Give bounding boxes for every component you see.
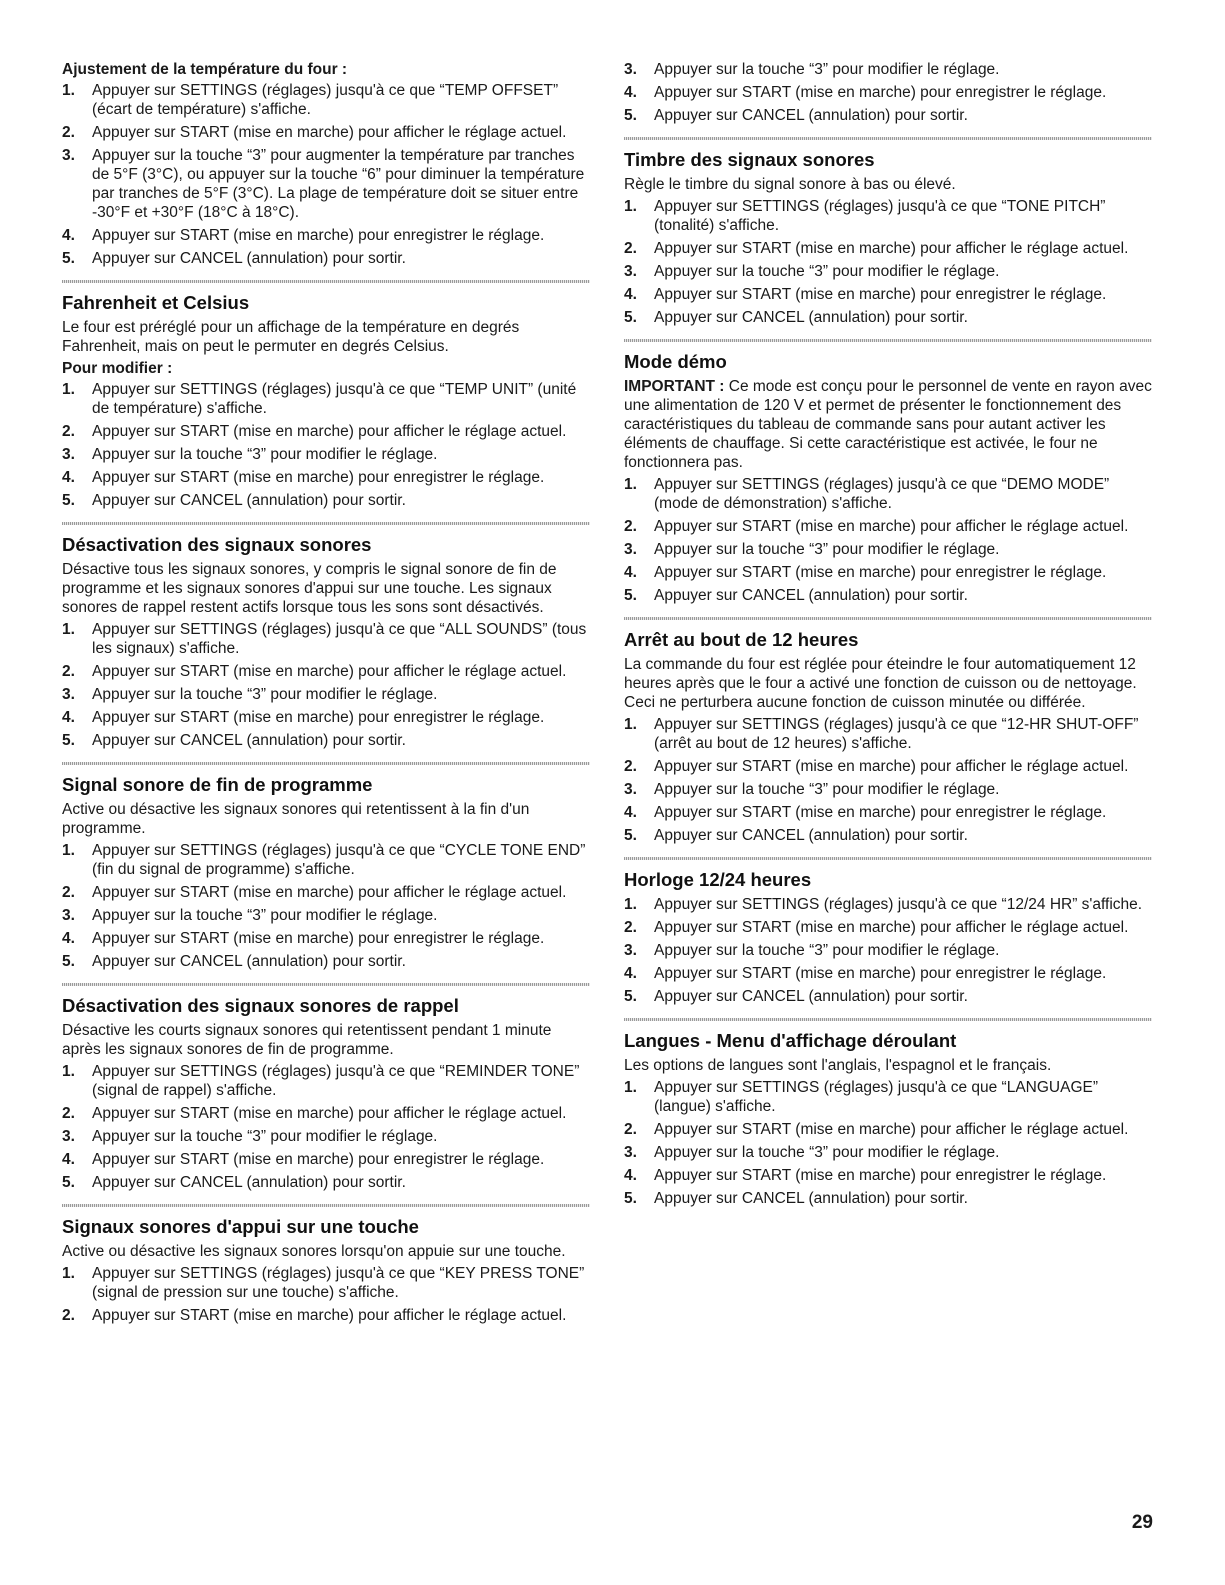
- section-divider: [624, 137, 1152, 140]
- step-text: Appuyer sur SETTINGS (réglages) jusqu'à ce que “REMINDER TONE” (signal de rappel) s'affiche.: [92, 1063, 580, 1099]
- step-text: Appuyer sur START (mise en marche) pour afficher le réglage actuel.: [92, 1307, 567, 1324]
- step-item: [624, 715, 1152, 753]
- section-horloge-12-24-heures: [624, 869, 1152, 1006]
- section-subheading: Pour modifier :: [62, 360, 173, 377]
- step-number: 3.: [624, 61, 637, 78]
- step-item: [62, 1150, 590, 1169]
- step-text: Appuyer sur la touche “3” pour modifier le réglage.: [654, 61, 1000, 78]
- step-text: Appuyer sur START (mise en marche) pour afficher le réglage actuel.: [654, 758, 1129, 775]
- step-item: [62, 620, 590, 658]
- step-item: [624, 586, 1152, 605]
- step-number: 1.: [624, 896, 637, 913]
- section-divider: [624, 617, 1152, 620]
- step-text: Appuyer sur START (mise en marche) pour enregistrer le réglage.: [92, 227, 545, 244]
- step-text: Appuyer sur SETTINGS (réglages) jusqu'à ce que “TEMP OFFSET” (écart de température) s'affiche.: [92, 82, 559, 118]
- step-item: [62, 1306, 590, 1325]
- section-divider: [624, 857, 1152, 860]
- step-number: 4.: [624, 564, 637, 581]
- section-desactivation-des-signaux-sonores: [62, 534, 590, 750]
- step-list: [624, 715, 1152, 845]
- step-text: Appuyer sur START (mise en marche) pour enregistrer le réglage.: [654, 1167, 1107, 1184]
- section-intro: [624, 655, 1152, 712]
- step-text: Appuyer sur CANCEL (annulation) pour sortir.: [92, 1174, 406, 1191]
- step-number: 3.: [624, 541, 637, 558]
- section-intro: [62, 1242, 590, 1261]
- step-number: 4.: [62, 1151, 75, 1168]
- step-item: [624, 563, 1152, 582]
- step-text: Appuyer sur START (mise en marche) pour afficher le réglage actuel.: [654, 1121, 1129, 1138]
- step-number: 2.: [62, 423, 75, 440]
- step-item: [624, 941, 1152, 960]
- step-text: Appuyer sur START (mise en marche) pour afficher le réglage actuel.: [654, 240, 1129, 257]
- section-mode-demo: [624, 351, 1152, 605]
- step-text: Appuyer sur SETTINGS (réglages) jusqu'à ce que “CYCLE TONE END” (fin du signal de programme) s'affiche.: [92, 842, 586, 878]
- step-item: [624, 780, 1152, 799]
- step-item: [62, 226, 590, 245]
- step-number: 5.: [624, 827, 637, 844]
- step-number: 2.: [62, 884, 75, 901]
- intro-text: Active ou désactive les signaux sonores qui retentissent à la fin d'un programme.: [62, 801, 530, 837]
- step-item: [624, 308, 1152, 327]
- step-item: [62, 249, 590, 268]
- step-text: Appuyer sur CANCEL (annulation) pour sortir.: [654, 827, 968, 844]
- step-text: Appuyer sur START (mise en marche) pour enregistrer le réglage.: [654, 286, 1107, 303]
- step-text: Appuyer sur la touche “3” pour modifier le réglage.: [654, 942, 1000, 959]
- section-heading: Langues - Menu d'affichage déroulant: [624, 1030, 957, 1051]
- step-text: Appuyer sur SETTINGS (réglages) jusqu'à ce que “12-HR SHUT-OFF” (arrêt au bout de 12 heures) s'affiche.: [654, 716, 1139, 752]
- step-text: Appuyer sur CANCEL (annulation) pour sortir.: [92, 732, 406, 749]
- section-intro: [62, 318, 590, 356]
- step-number: 3.: [624, 1144, 637, 1161]
- step-item: [62, 445, 590, 464]
- section-heading: Désactivation des signaux sonores: [62, 534, 372, 555]
- section-divider: [624, 339, 1152, 342]
- step-item: [624, 757, 1152, 776]
- step-text: Appuyer sur START (mise en marche) pour afficher le réglage actuel.: [654, 518, 1129, 535]
- section-desactivation-des-signaux-sonores-de-rappel: [62, 995, 590, 1192]
- step-number: 3.: [62, 147, 75, 164]
- step-item: [62, 708, 590, 727]
- step-item: [62, 123, 590, 142]
- step-text: Appuyer sur SETTINGS (réglages) jusqu'à ce que “KEY PRESS TONE” (signal de pression sur une touche) s'affiche.: [92, 1265, 585, 1301]
- step-number: 2.: [624, 919, 637, 936]
- section-arret-au-bout-de-12-heures: [624, 629, 1152, 845]
- step-number: 1.: [62, 1063, 75, 1080]
- section-divider: [62, 522, 590, 525]
- step-number: 2.: [624, 240, 637, 257]
- section-divider: [624, 1018, 1152, 1021]
- step-number: 4.: [624, 965, 637, 982]
- step-text: Appuyer sur CANCEL (annulation) pour sortir.: [92, 953, 406, 970]
- step-text: Appuyer sur START (mise en marche) pour enregistrer le réglage.: [654, 84, 1107, 101]
- step-text: Appuyer sur la touche “3” pour modifier le réglage.: [654, 781, 1000, 798]
- step-number: 2.: [624, 1121, 637, 1138]
- step-number: 2.: [62, 663, 75, 680]
- step-item: [624, 1120, 1152, 1139]
- step-number: 4.: [624, 286, 637, 303]
- step-item: [624, 964, 1152, 983]
- step-item: [624, 83, 1152, 102]
- intro-text: Désactive les courts signaux sonores qui retentissent pendant 1 minute après les signaux sonores de fin de programme.: [62, 1022, 552, 1058]
- step-text: Appuyer sur CANCEL (annulation) pour sortir.: [654, 988, 968, 1005]
- step-item: [62, 1104, 590, 1123]
- section-heading: Signal sonore de fin de programme: [62, 774, 373, 795]
- step-list: [624, 60, 1152, 125]
- step-number: 3.: [62, 907, 75, 924]
- step-text: Appuyer sur la touche “3” pour modifier le réglage.: [92, 446, 438, 463]
- step-item: [62, 81, 590, 119]
- step-number: 5.: [62, 953, 75, 970]
- page-number: 29: [1131, 1512, 1153, 1533]
- section-heading: Ajustement de la température du four :: [62, 61, 348, 78]
- step-text: Appuyer sur CANCEL (annulation) pour sortir.: [654, 587, 968, 604]
- section-intro: [62, 800, 590, 838]
- section-heading: Mode démo: [624, 351, 727, 372]
- section-timbre-des-signaux-sonores: [624, 149, 1152, 327]
- step-item: [62, 906, 590, 925]
- step-item: [624, 987, 1152, 1006]
- section-heading: Arrêt au bout de 12 heures: [624, 629, 859, 650]
- intro-text: Active ou désactive les signaux sonores lorsqu'on appuie sur une touche.: [62, 1243, 566, 1260]
- step-number: 5.: [624, 1190, 637, 1207]
- step-number: 1.: [62, 1265, 75, 1282]
- step-text: Appuyer sur START (mise en marche) pour afficher le réglage actuel.: [654, 919, 1129, 936]
- step-number: 1.: [624, 198, 637, 215]
- step-number: 1.: [62, 842, 75, 859]
- step-item: [62, 491, 590, 510]
- step-item: [624, 60, 1152, 79]
- step-text: Appuyer sur CANCEL (annulation) pour sortir.: [654, 107, 968, 124]
- step-item: [62, 952, 590, 971]
- section-heading: Timbre des signaux sonores: [624, 149, 875, 170]
- step-item: [62, 662, 590, 681]
- step-number: 2.: [62, 1105, 75, 1122]
- step-item: [624, 475, 1152, 513]
- step-text: Appuyer sur START (mise en marche) pour afficher le réglage actuel.: [92, 124, 567, 141]
- step-item: [624, 239, 1152, 258]
- step-number: 2.: [624, 758, 637, 775]
- step-item: [62, 380, 590, 418]
- intro-text: Les options de langues sont l'anglais, l'espagnol et le français.: [624, 1057, 1052, 1074]
- step-text: Appuyer sur START (mise en marche) pour enregistrer le réglage.: [654, 564, 1107, 581]
- step-list: [62, 841, 590, 971]
- step-number: 2.: [624, 518, 637, 535]
- section-heading: Signaux sonores d'appui sur une touche: [62, 1216, 419, 1237]
- intro-emphasis: IMPORTANT :: [624, 378, 725, 395]
- step-number: 1.: [624, 1079, 637, 1096]
- step-text: Appuyer sur START (mise en marche) pour enregistrer le réglage.: [92, 1151, 545, 1168]
- step-number: 5.: [62, 1174, 75, 1191]
- step-text: Appuyer sur CANCEL (annulation) pour sortir.: [92, 492, 406, 509]
- step-item: [62, 1062, 590, 1100]
- step-text: Appuyer sur CANCEL (annulation) pour sortir.: [654, 309, 968, 326]
- step-number: 3.: [624, 781, 637, 798]
- step-text: Appuyer sur START (mise en marche) pour afficher le réglage actuel.: [92, 884, 567, 901]
- step-text: Appuyer sur SETTINGS (réglages) jusqu'à ce que “DEMO MODE” (mode de démonstration) s'affiche.: [654, 476, 1110, 512]
- step-number: 1.: [62, 381, 75, 398]
- step-text: Appuyer sur START (mise en marche) pour afficher le réglage actuel.: [92, 663, 567, 680]
- step-item: [62, 422, 590, 441]
- step-number: 4.: [624, 804, 637, 821]
- step-item: [624, 517, 1152, 536]
- step-number: 3.: [62, 1128, 75, 1145]
- step-item: [62, 841, 590, 879]
- step-number: 1.: [624, 716, 637, 733]
- step-text: Appuyer sur START (mise en marche) pour enregistrer le réglage.: [92, 930, 545, 947]
- step-text: Appuyer sur la touche “3” pour modifier le réglage.: [654, 541, 1000, 558]
- section-signaux-sonores-d-appui-sur-une-touche: [62, 1216, 590, 1325]
- step-item: [62, 1127, 590, 1146]
- step-item: [624, 803, 1152, 822]
- step-number: 4.: [62, 227, 75, 244]
- step-item: [62, 1264, 590, 1302]
- step-list: [62, 81, 590, 268]
- step-text: Appuyer sur la touche “3” pour modifier le réglage.: [654, 263, 1000, 280]
- step-number: 4.: [624, 84, 637, 101]
- step-text: Appuyer sur START (mise en marche) pour enregistrer le réglage.: [92, 709, 545, 726]
- step-number: 3.: [624, 263, 637, 280]
- intro-text: Désactive tous les signaux sonores, y compris le signal sonore de fin de programme et les signaux sonores d'appui sur une touche. Les signaux sonores de rappel restent actifs lorsque tous les sons sont désactivés.: [62, 561, 557, 616]
- section-fahrenheit-et-celsius: [62, 292, 590, 510]
- step-item: [624, 540, 1152, 559]
- section-intro: [624, 175, 1152, 194]
- step-number: 5.: [624, 107, 637, 124]
- step-number: 2.: [62, 1307, 75, 1324]
- intro-text: Règle le timbre du signal sonore à bas ou élevé.: [624, 176, 956, 193]
- section-heading: Horloge 12/24 heures: [624, 869, 812, 890]
- step-number: 5.: [62, 492, 75, 509]
- step-number: 1.: [62, 621, 75, 638]
- step-item: [62, 731, 590, 750]
- step-list: [62, 1264, 590, 1325]
- step-number: 3.: [62, 686, 75, 703]
- step-item: [624, 197, 1152, 235]
- step-list: [62, 620, 590, 750]
- step-item: [624, 1078, 1152, 1116]
- step-text: Appuyer sur la touche “3” pour modifier le réglage.: [92, 907, 438, 924]
- step-text: Appuyer sur START (mise en marche) pour enregistrer le réglage.: [654, 965, 1107, 982]
- step-item: [62, 685, 590, 704]
- step-list: [62, 1062, 590, 1192]
- step-text: Appuyer sur CANCEL (annulation) pour sortir.: [654, 1190, 968, 1207]
- step-number: 5.: [624, 587, 637, 604]
- step-number: 5.: [624, 309, 637, 326]
- section-continued: [624, 60, 1152, 125]
- section-intro: [62, 560, 590, 617]
- step-number: 5.: [62, 250, 75, 267]
- step-item: [62, 929, 590, 948]
- step-list: [624, 1078, 1152, 1208]
- step-item: [624, 1143, 1152, 1162]
- step-text: Appuyer sur SETTINGS (réglages) jusqu'à ce que “12/24 HR” s'affiche.: [654, 896, 1143, 913]
- step-number: 3.: [62, 446, 75, 463]
- intro-text: La commande du four est réglée pour éteindre le four automatiquement 12 heures après que le four a activé une fonction de cuisson ou de nettoyage. Ceci ne perturbera aucune fonction de cuisson minutée ou différée.: [624, 656, 1137, 711]
- right-column: [624, 60, 1152, 1212]
- intro-text: Le four est préréglé pour un affichage de la température en degrés Fahrenheit, mais on peut le permuter en degrés Celsius.: [62, 319, 520, 355]
- step-item: [624, 1166, 1152, 1185]
- step-item: [62, 883, 590, 902]
- step-number: 4.: [624, 1167, 637, 1184]
- step-number: 4.: [62, 709, 75, 726]
- step-item: [624, 262, 1152, 281]
- step-list: [624, 197, 1152, 327]
- step-number: 4.: [62, 469, 75, 486]
- step-text: Appuyer sur SETTINGS (réglages) jusqu'à ce que “TEMP UNIT” (unité de température) s'affiche.: [92, 381, 577, 417]
- step-number: 2.: [62, 124, 75, 141]
- step-number: 1.: [624, 476, 637, 493]
- section-divider: [62, 762, 590, 765]
- step-item: [624, 106, 1152, 125]
- step-text: Appuyer sur SETTINGS (réglages) jusqu'à ce que “LANGUAGE” (langue) s'affiche.: [654, 1079, 1099, 1115]
- step-number: 4.: [62, 930, 75, 947]
- step-text: Appuyer sur CANCEL (annulation) pour sortir.: [92, 250, 406, 267]
- step-text: Appuyer sur la touche “3” pour modifier le réglage.: [92, 686, 438, 703]
- step-text: Appuyer sur SETTINGS (réglages) jusqu'à ce que “ALL SOUNDS” (tous les signaux) s'affiche.: [92, 621, 587, 657]
- step-item: [624, 285, 1152, 304]
- section-divider: [62, 1204, 590, 1207]
- step-number: 1.: [62, 82, 75, 99]
- step-text: Appuyer sur la touche “3” pour modifier le réglage.: [654, 1144, 1000, 1161]
- step-text: Appuyer sur START (mise en marche) pour enregistrer le réglage.: [654, 804, 1107, 821]
- section-intro: [624, 1056, 1152, 1075]
- intro-text: Ce mode est conçu pour le personnel de vente en rayon avec une alimentation de 120 V et permet de présenter le fonctionnement des caractéristiques du tableau de commande sans pour autant activer les éléments de chauffage. Si cette caractéristique est activée, le four ne fonctionnera pas.: [624, 378, 1152, 471]
- step-item: [62, 468, 590, 487]
- step-item: [624, 1189, 1152, 1208]
- step-text: Appuyer sur la touche “3” pour modifier le réglage.: [92, 1128, 438, 1145]
- left-column: [62, 60, 590, 1329]
- section-heading: Désactivation des signaux sonores de rappel: [62, 995, 459, 1016]
- step-text: Appuyer sur la touche “3” pour augmenter la température par tranches de 5°F (3°C), ou appuyer sur la touche “6” pour diminuer la température par tranches de 5°F (3°C). La plage de température doit se situer entre -30°F et +30°F (18°C à 18°C).: [92, 147, 585, 221]
- step-item: [624, 918, 1152, 937]
- step-text: Appuyer sur START (mise en marche) pour afficher le réglage actuel.: [92, 1105, 567, 1122]
- step-number: 3.: [624, 942, 637, 959]
- step-list: [624, 895, 1152, 1006]
- section-intro: [624, 377, 1152, 472]
- step-number: 5.: [624, 988, 637, 1005]
- step-text: Appuyer sur SETTINGS (réglages) jusqu'à ce que “TONE PITCH” (tonalité) s'affiche.: [654, 198, 1106, 234]
- step-text: Appuyer sur START (mise en marche) pour enregistrer le réglage.: [92, 469, 545, 486]
- step-list: [62, 380, 590, 510]
- section-divider: [62, 280, 590, 283]
- section-ajustement-de-la-temperature-du-four: [62, 60, 590, 268]
- section-signal-sonore-de-fin-de-programme: [62, 774, 590, 971]
- section-divider: [62, 983, 590, 986]
- step-list: [624, 475, 1152, 605]
- step-item: [62, 146, 590, 222]
- section-intro: [62, 1021, 590, 1059]
- step-item: [624, 826, 1152, 845]
- step-text: Appuyer sur START (mise en marche) pour afficher le réglage actuel.: [92, 423, 567, 440]
- step-item: [624, 895, 1152, 914]
- step-number: 5.: [62, 732, 75, 749]
- section-langues-menu-d-affichage-deroulant: [624, 1030, 1152, 1208]
- section-heading: Fahrenheit et Celsius: [62, 292, 250, 313]
- step-item: [62, 1173, 590, 1192]
